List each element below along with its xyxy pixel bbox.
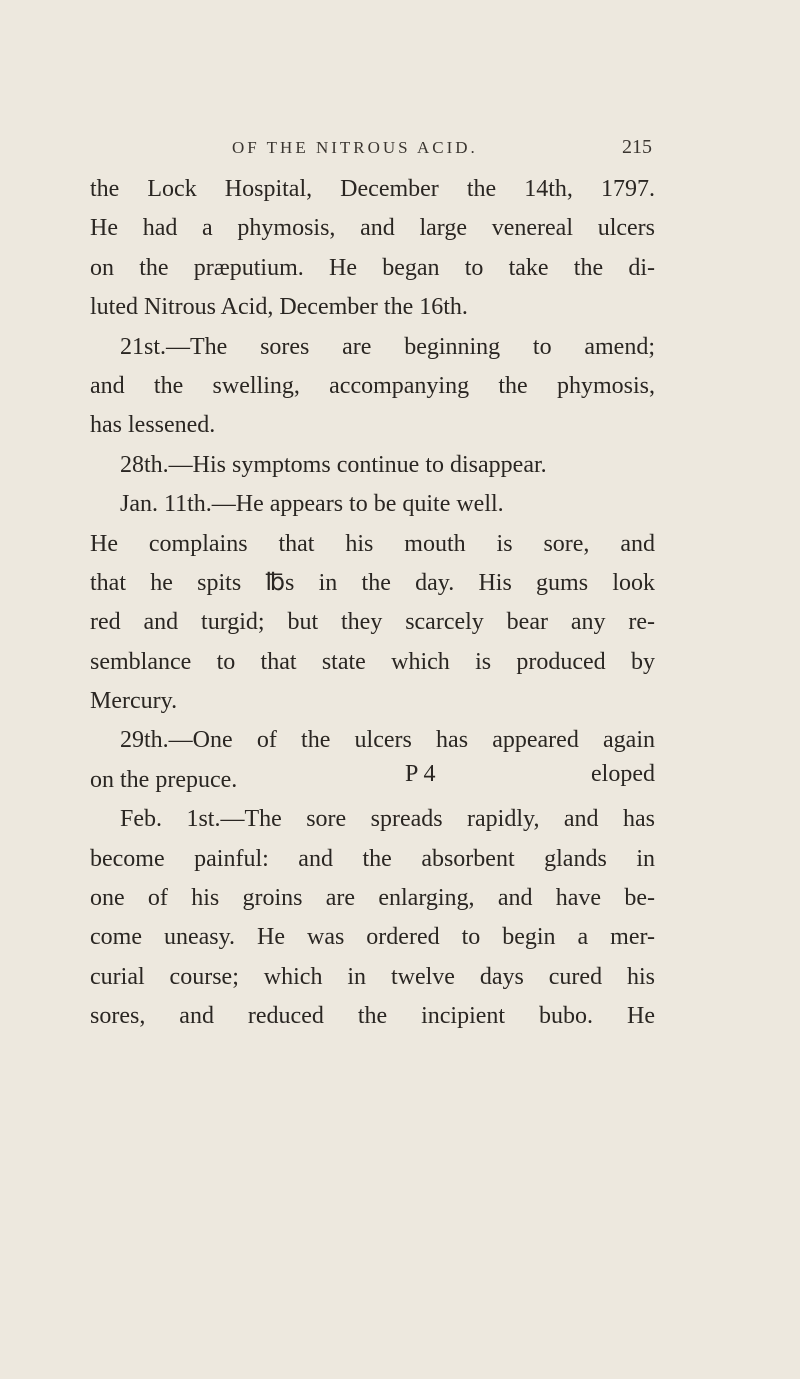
text-line: curial course; which in twelve days cured his — [90, 963, 655, 990]
text-line: He complains that his mouth is sore, and — [90, 530, 655, 557]
text-line: Mercury. — [90, 688, 178, 715]
text-line: red and turgid; but they scarcely bear any re- — [90, 609, 655, 636]
text-line: and the swelling, accompanying the phymosis, — [90, 372, 655, 399]
text-line: on the prepuce. — [90, 766, 238, 793]
text-line: one of his groins are enlarging, and have be- — [90, 885, 655, 912]
running-head: OF THE NITROUS ACID. — [232, 138, 478, 157]
signature-mark: P 4 — [405, 761, 436, 787]
text-line: sores, and reduced the incipient bubo. He — [90, 1003, 655, 1030]
catchword: eloped — [591, 761, 655, 787]
text-line: has lessened. — [90, 412, 216, 439]
text-line: semblance to that state which is produced by — [90, 648, 655, 675]
text-line: 28th.—His symptoms continue to disappear. — [120, 451, 547, 478]
page-header — [232, 138, 652, 166]
page-footer — [405, 754, 655, 794]
text-line: 29th.—One of the ulcers has appeared again — [120, 727, 655, 754]
text-line: Jan. 11th.—He appears to be quite well. — [120, 491, 504, 518]
text-line: the Lock Hospital, December the 14th, 1797. — [90, 176, 655, 202]
text-line: that he spits ℔s in the day. His gums look — [90, 569, 655, 596]
text-line: on the præputium. He began to take the di- — [90, 254, 655, 281]
page-number: 215 — [622, 136, 652, 158]
text-line: Feb. 1st.—The sore spreads rapidly, and has — [120, 806, 655, 833]
text-line: He had a phymosis, and large venereal ulcers — [90, 215, 655, 242]
body-text — [90, 170, 655, 1037]
text-line: luted Nitrous Acid, December the 16th. — [90, 294, 468, 321]
text-line: come uneasy. He was ordered to begin a mer- — [90, 924, 655, 951]
text-line: become painful: and the absorbent glands in — [90, 845, 655, 872]
text-line: 21st.—The sores are beginning to amend; — [120, 333, 655, 360]
